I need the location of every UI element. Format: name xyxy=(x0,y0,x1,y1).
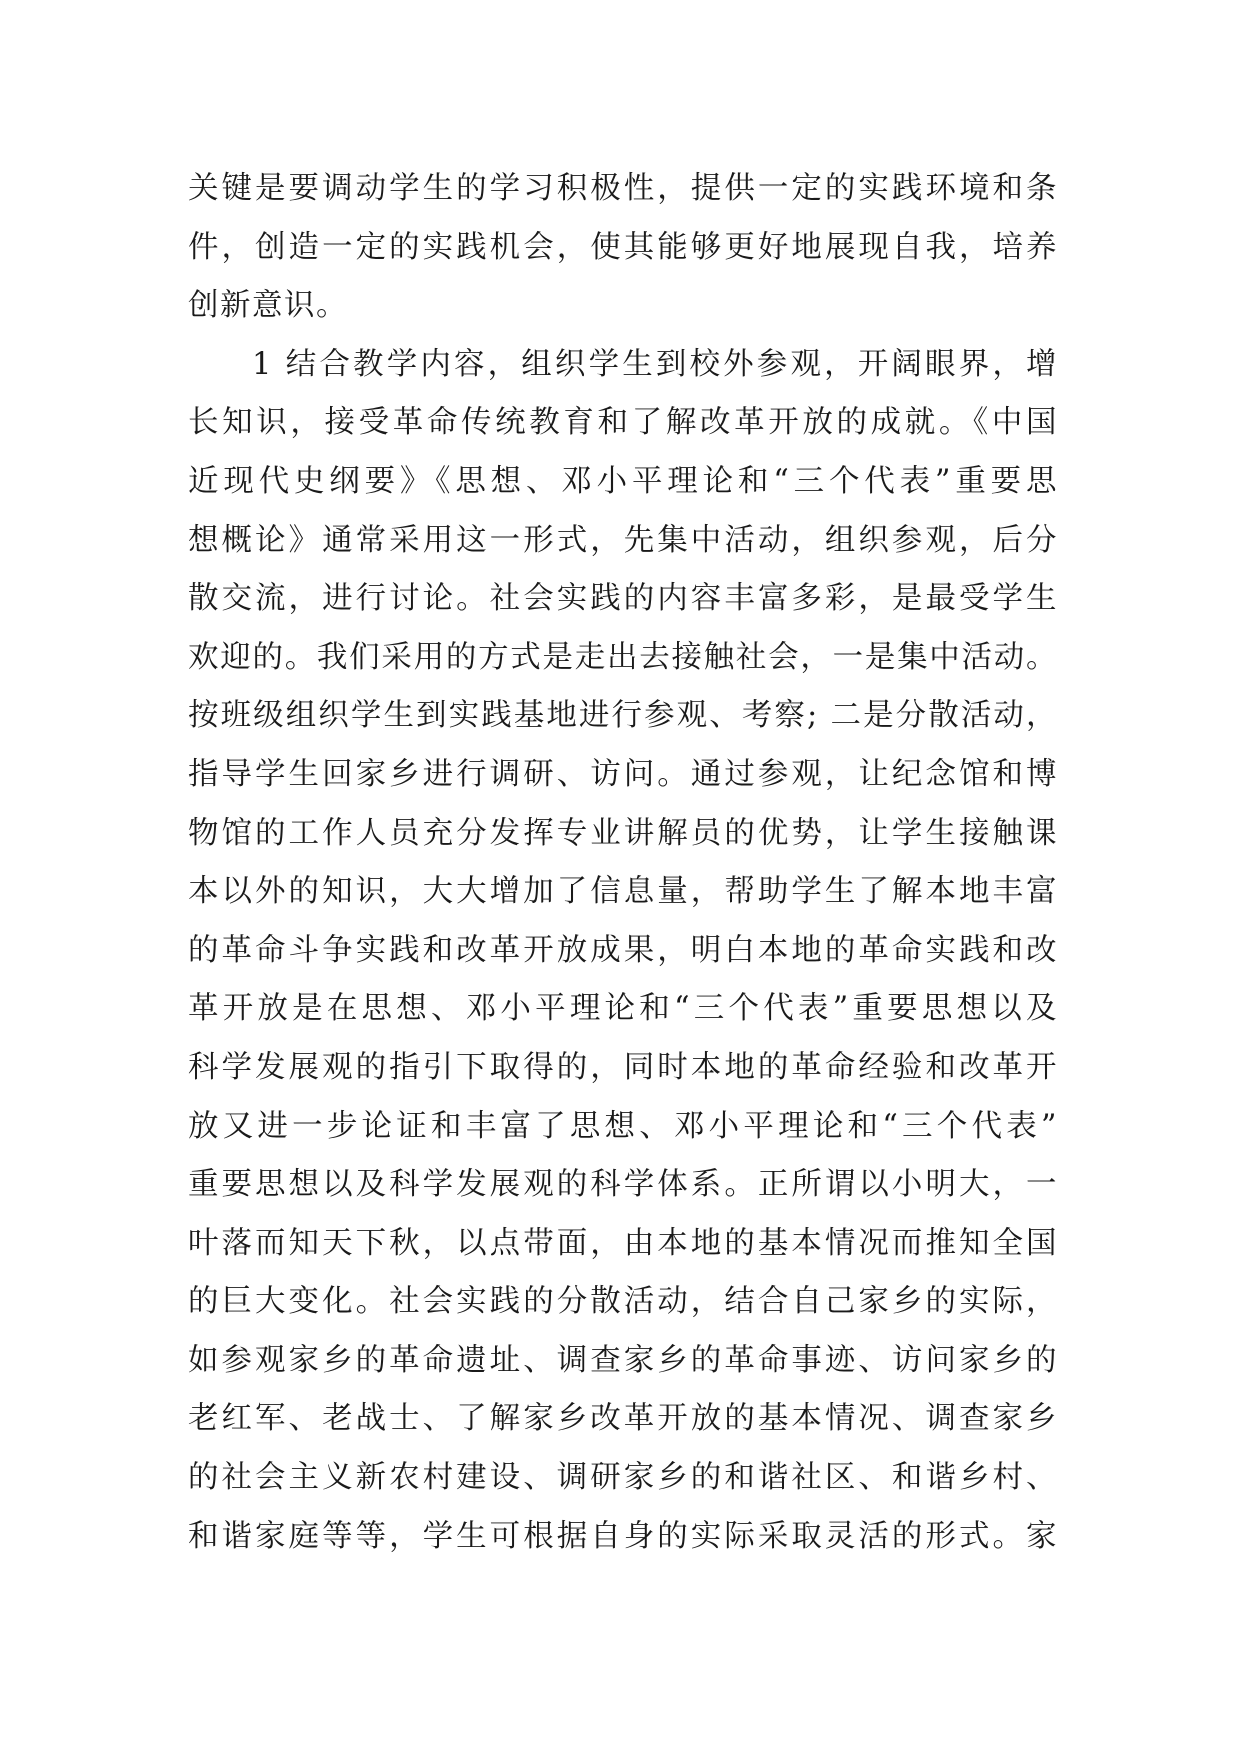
text-line: 和谐家庭等等，学生可根据自身的实际采取灵活的形式。家 xyxy=(188,1518,1058,1554)
text-line: 本以外的知识，大大增加了信息量，帮助学生了解本地丰富 xyxy=(188,874,1058,910)
text-line: 关键是要调动学生的学习积极性，提供一定的实践环境和条 xyxy=(188,171,1058,206)
text-line: 如参观家乡的革命遗址、调查家乡的革命事迹、访问家乡的 xyxy=(188,1342,1058,1378)
text-line: 长知识，接受革命传统教育和了解改革开放的成就。《中国 xyxy=(188,405,1058,441)
text-line: 件，创造一定的实践机会，使其能够更好地展现自我，培养 xyxy=(188,229,1058,265)
body-text xyxy=(188,160,1058,1566)
text-line: 的社会主义新农村建设、调研家乡的和谐社区、和谐乡村、 xyxy=(188,1460,1058,1496)
text-line: 指导学生回家乡进行调研、访问。通过参观，让纪念馆和博 xyxy=(188,756,1058,792)
text-line: 叶落而知天下秋，以点带面，由本地的基本情况而推知全国 xyxy=(188,1225,1058,1261)
text-line: 老红军、老战士、了解家乡改革开放的基本情况、调查家乡 xyxy=(188,1401,1058,1437)
text-line: 放又进一步论证和丰富了思想、邓小平理论和“三个代表” xyxy=(188,1108,1058,1144)
text-line: 的革命斗争实践和改革开放成果，明白本地的革命实践和改 xyxy=(188,932,1058,968)
text-line: 散交流，进行讨论。社会实践的内容丰富多彩，是最受学生 xyxy=(188,581,1058,617)
text-line: 革开放是在思想、邓小平理论和“三个代表”重要思想以及 xyxy=(188,991,1058,1027)
text-line: 科学发展观的指引下取得的，同时本地的革命经验和改革开 xyxy=(188,1049,1058,1085)
text-line: 重要思想以及科学发展观的科学体系。正所谓以小明大，一 xyxy=(188,1167,1058,1203)
text-line: 的巨大变化。社会实践的分散活动，结合自己家乡的实际， xyxy=(188,1284,1058,1320)
text-line: 按班级组织学生到实践基地进行参观、考察; 二是分散活动， xyxy=(188,698,1058,734)
text-line: 想概论》通常采用这一形式，先集中活动，组织参观，后分 xyxy=(188,522,1058,558)
text-line: 欢迎的。我们采用的方式是走出去接触社会，一是集中活动。 xyxy=(188,639,1058,675)
text-line: 1 结合教学内容，组织学生到校外参观，开阔眼界，增 xyxy=(252,346,1058,382)
text-line: 创新意识。 xyxy=(188,288,348,324)
text-line: 物馆的工作人员充分发挥专业讲解员的优势，让学生接触课 xyxy=(188,815,1058,851)
text-line: 近现代史纲要》《思想、邓小平理论和“三个代表”重要思 xyxy=(188,463,1058,499)
